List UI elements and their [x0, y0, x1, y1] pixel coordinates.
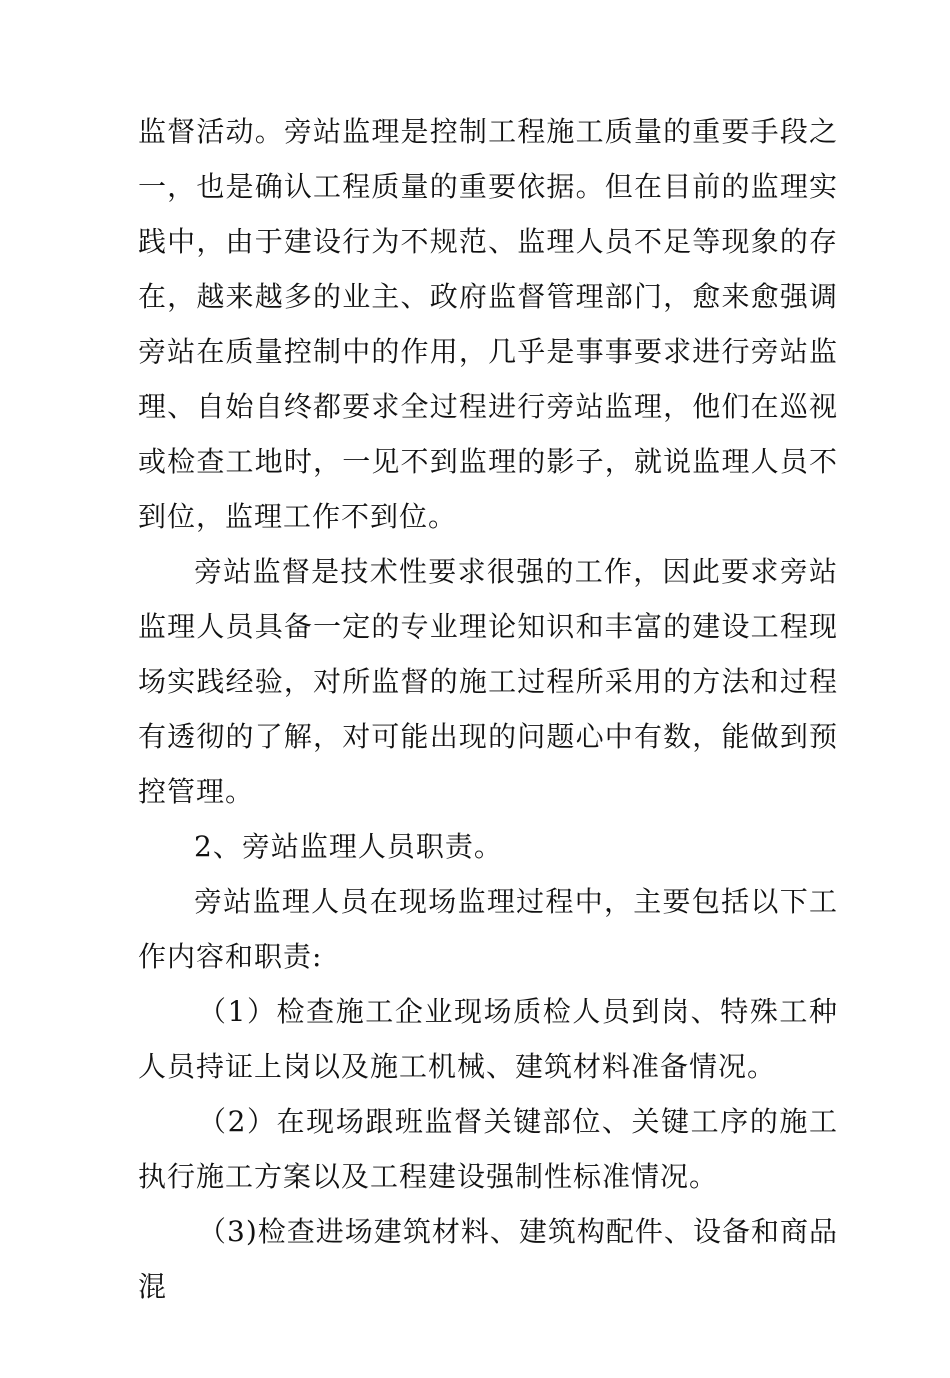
paragraph-technical-requirements: 旁站监督是技术性要求很强的工作，因此要求旁站监理人员具备一定的专业理论知识和丰富的建设工程现场实践经验，对所监督的施工过程所采用的方法和过程有透彻的了解，对可能出现的问题心中有数，能做到预控管理。 [138, 555, 838, 808]
list-item-3: （3)检查进场建筑材料、建筑构配件、设备和商品混 [138, 1215, 838, 1303]
list-item-1: （1）检查施工企业现场质检人员到岗、特殊工种人员持证上岗以及施工机械、建筑材料准备情况。 [138, 995, 838, 1083]
body-text [138, 104, 838, 1314]
paragraph-supervision-activity: 监督活动。旁站监理是控制工程施工质量的重要手段之一，也是确认工程质量的重要依据。但在目前的监理实践中，由于建设行为不规范、监理人员不足等现象的存在，越来越多的业主、政府监督管理部门，愈来愈强调旁站在质量控制中的作用，几乎是事事要求进行旁站监理、自始自终都要求全过程进行旁站监理，他们在巡视或检查工地时，一见不到监理的影子，就说监理人员不到位，监理工作不到位。 [138, 115, 838, 533]
section-heading-duties: 2、旁站监理人员职责。 [194, 830, 503, 863]
paragraph-duties-intro: 旁站监理人员在现场监理过程中，主要包括以下工作内容和职责: [138, 885, 838, 973]
list-item-2: （2）在现场跟班监督关键部位、关键工序的施工执行施工方案以及工程建设强制性标准情况。 [138, 1105, 838, 1193]
